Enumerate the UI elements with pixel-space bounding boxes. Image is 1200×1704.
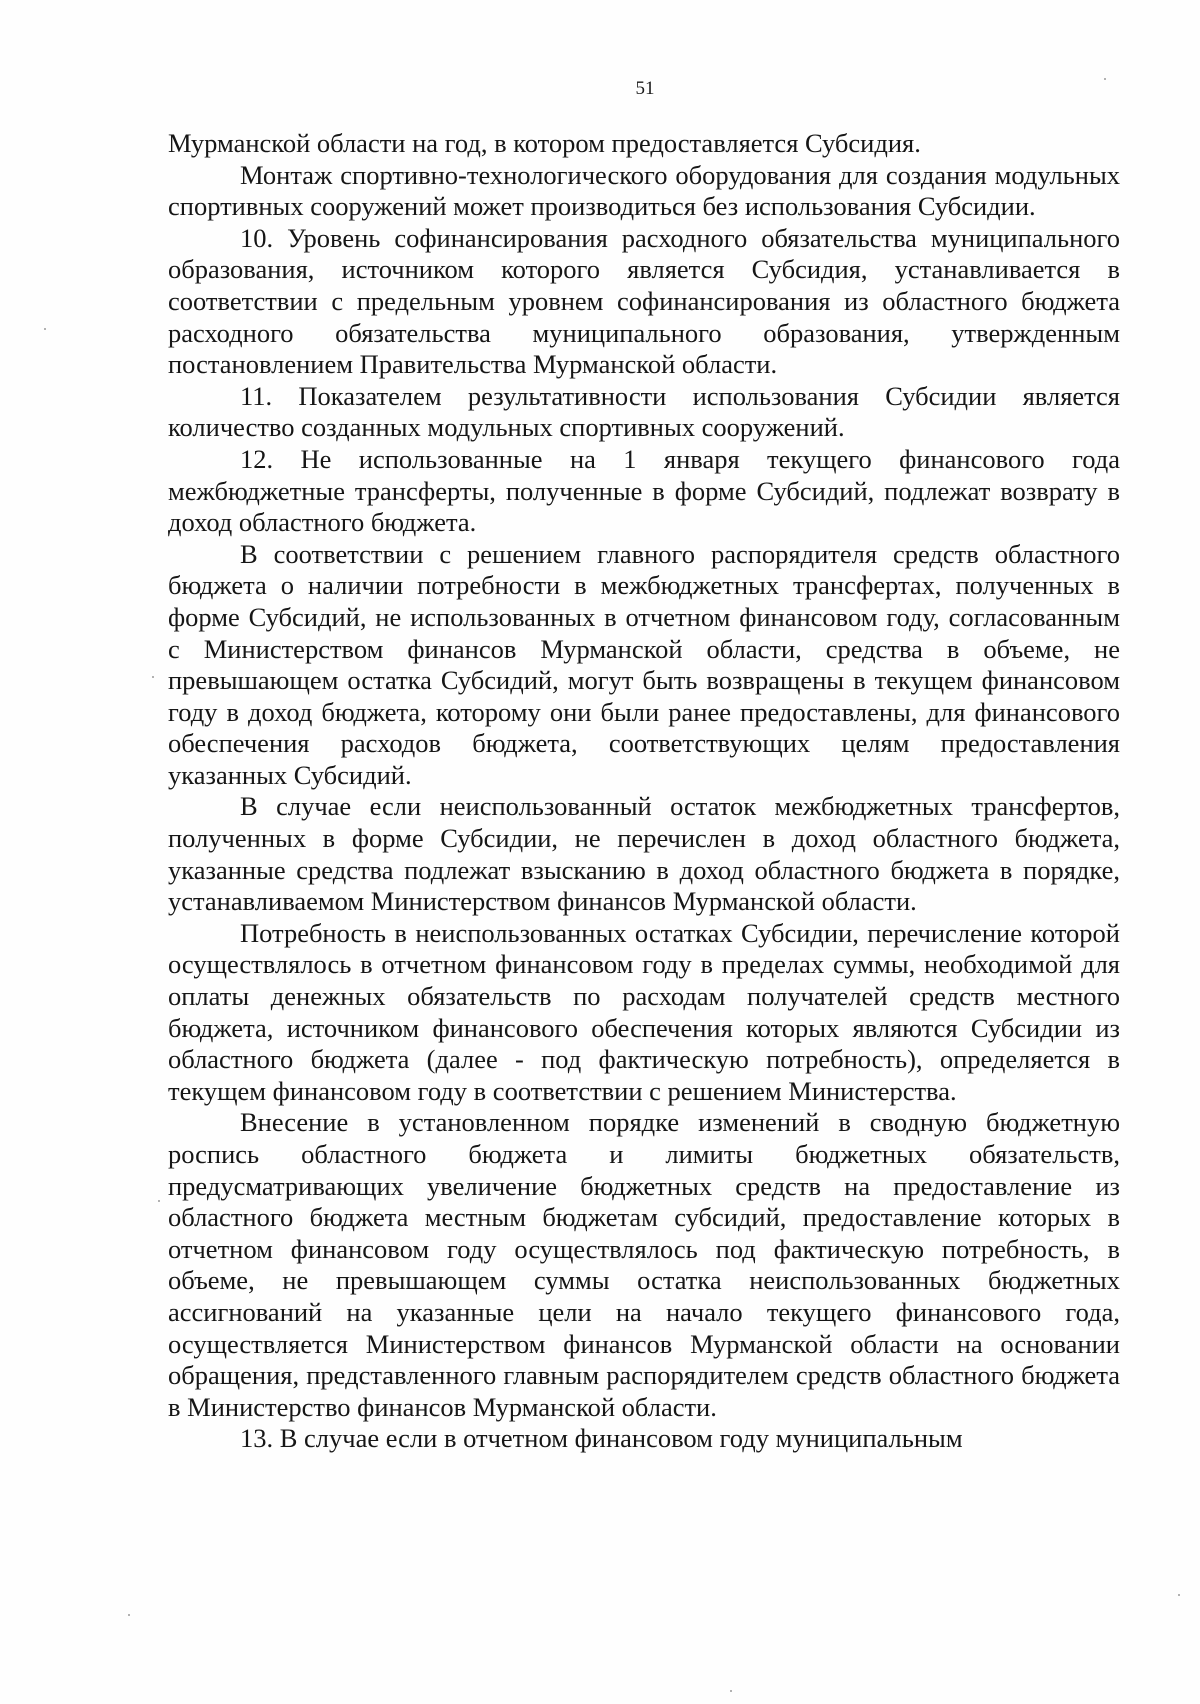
scan-speck	[128, 1614, 130, 1616]
scan-speck	[1178, 1594, 1180, 1596]
scan-speck	[730, 1690, 732, 1692]
scan-speck	[158, 1200, 160, 1202]
body-text	[168, 128, 1120, 1455]
paragraph: Монтаж спортивно-технологического оборудования для создания модульных спортивных сооружений может производиться без использования Субсидии.	[168, 159, 1120, 222]
paragraph: В соответствии с решением главного распорядителя средств областного бюджета о наличии потребности в межбюджетных трансфертах, полученных в форме Субсидий, не использованных в отчетном финансовом году, согласованным с Министерством финансов Мурманской области, средства в объеме, не превышающем остатка Субсидий, могут быть возвращены в текущем финансовом году в доход бюджета, которому они были ранее предоставлены, для финансового обеспечения расходов бюджета, соответствующих целям предоставления указанных Субсидий.	[168, 538, 1120, 790]
paragraph: 10. Уровень софинансирования расходного обязательства муниципального образования, источником которого является Субсидия, устанавливается в соответствии с предельным уровнем софинансирования из областного бюджета расходного обязательства муниципального образования, утвержденным постановлением Правительства Мурманской области.	[168, 222, 1120, 380]
paragraph: Внесение в установленном порядке изменений в сводную бюджетную роспись областного бюджета и лимиты бюджетных обязательств, предусматривающих увеличение бюджетных средств на предоставление из областного бюджета местным бюджетам субсидий, предоставление которых в отчетном финансовом году осуществлялось под фактическую потребность, в объеме, не превышающем суммы остатка неиспользованных бюджетных ассигнований на указанные цели на начало текущего финансового года, осуществляется Министерством финансов Мурманской области на основании обращения, представленного главным распорядителем средств областного бюджета в Министерство финансов Мурманской области.	[168, 1107, 1120, 1422]
scan-speck	[44, 328, 46, 330]
paragraph: 12. Не использованные на 1 января текущего финансового года межбюджетные трансферты, полученные в форме Субсидий, подлежат возврату в доход областного бюджета.	[168, 443, 1120, 538]
paragraph-last: 13. В случае если в отчетном финансовом году муниципальным	[240, 1423, 963, 1454]
scan-speck	[1104, 78, 1106, 80]
scan-speck	[152, 676, 154, 678]
paragraph: Потребность в неиспользованных остатках Субсидии, перечисление которой осуществлялось в отчетном финансовом году в пределах суммы, необходимой для оплаты денежных обязательств по расходам получателей средств местного бюджета, источником финансового обеспечения которых являются Субсидии из областного бюджета (далее - под фактическую потребность), определяется в текущем финансовом году в соответствии с решением Министерства.	[168, 917, 1120, 1106]
page-number: 51	[635, 78, 655, 99]
paragraph: 11. Показателем результативности использования Субсидии является количество созданных модульных спортивных сооружений.	[168, 380, 1120, 443]
paragraph: Мурманской области на год, в котором предоставляется Субсидия.	[168, 128, 921, 158]
paragraph: В случае если неиспользованный остаток межбюджетных трансфертов, полученных в форме Субсидии, не перечислен в доход областного бюджета, указанные средства подлежат взысканию в доход областного бюджета в порядке, устанавливаемом Министерством финансов Мурманской области.	[168, 791, 1120, 917]
